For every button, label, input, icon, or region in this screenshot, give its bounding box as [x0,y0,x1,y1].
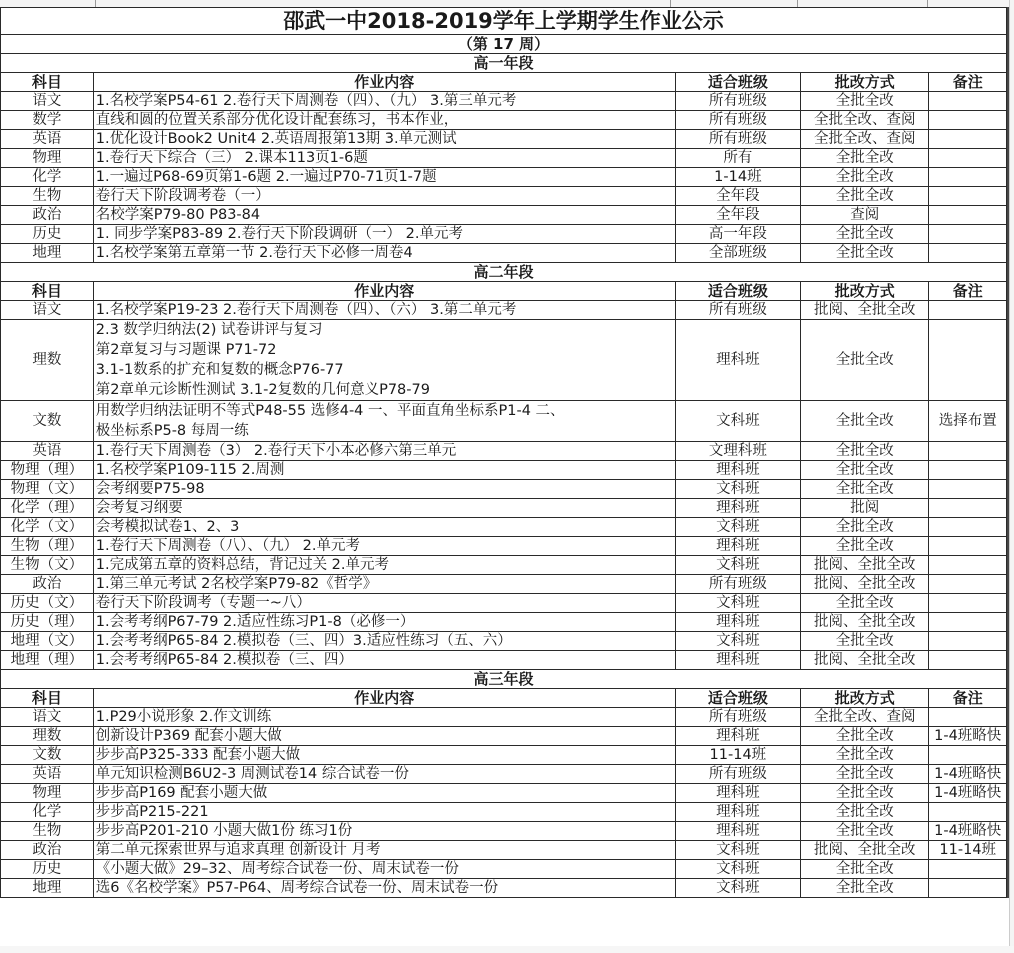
content-line: 创新设计P369 配套小题大做 [95,728,282,744]
note-cell [929,803,1007,822]
content-line: 卷行天下阶段调考卷（一） [95,188,270,204]
method-cell: 全批全改 [801,518,929,537]
subject-cell: 生物 [1,187,94,206]
note-cell [929,613,1007,632]
content-line: 选6《名校学案》P57-P64、周考综合试卷一份、周末试卷一份 [95,880,499,896]
classes-cell: 所有班级 [675,301,800,320]
classes-cell: 11-14班 [675,746,800,765]
method-cell: 全批全改 [801,537,929,556]
content-cell [93,803,675,822]
table-row [1,461,1007,480]
method-cell: 批阅、全批全改 [801,613,929,632]
subject-cell: 历史（文） [1,594,94,613]
content-line: 1.优化设计Book2 Unit4 2.英语周报第13期 3.单元测试 [95,131,457,147]
content-cell [93,708,675,727]
content-cell [93,301,675,320]
subject-cell: 语文 [1,708,94,727]
note-cell [929,206,1007,225]
content-header: 作业内容 [93,282,675,301]
table-row [1,401,1007,442]
note-cell [929,301,1007,320]
method-cell: 全批全改 [801,746,929,765]
content-line: 第2章单元诊断性测试 3.1-2复数的几何意义P78-79 [95,382,430,398]
content-cell [93,442,675,461]
method-cell: 全批全改 [801,860,929,879]
column-header-row [1,282,1007,301]
table-row [1,518,1007,537]
method-cell: 全批全改 [801,149,929,168]
subject-cell: 历史 [1,225,94,244]
note-cell: 选择布置 [929,401,1007,442]
table-row [1,841,1007,860]
method-cell: 批阅、全批全改 [801,651,929,670]
note-cell [929,461,1007,480]
method-cell: 批阅、全批全改 [801,301,929,320]
classes-cell: 所有班级 [675,708,800,727]
method-cell: 批阅、全批全改 [801,575,929,594]
column-header-row [1,73,1007,92]
subject-header: 科目 [1,689,94,708]
table-row [1,708,1007,727]
method-cell: 全批全改 [801,320,929,401]
week-label: （第 17 周） [1,35,1007,54]
subject-cell: 政治 [1,206,94,225]
classes-cell: 文科班 [675,879,800,898]
subject-cell: 化学 [1,168,94,187]
table-row [1,92,1007,111]
content-line: 1.会考考纲P65-84 2.模拟卷（三、四）3.适应性练习（五、六） [95,633,512,649]
note-header: 备注 [929,689,1007,708]
method-cell: 全批全改 [801,461,929,480]
method-header: 批改方式 [801,689,929,708]
content-line: 单元知识检测B6U2-3 周测试卷14 综合试卷一份 [95,766,409,782]
note-cell [929,746,1007,765]
method-cell: 批阅、全批全改 [801,841,929,860]
grade-label: 高一年段 [1,54,1007,73]
week-row [1,35,1007,54]
table-row [1,130,1007,149]
table-row [1,860,1007,879]
content-cell [93,727,675,746]
note-cell [929,225,1007,244]
content-cell [93,499,675,518]
note-cell [929,442,1007,461]
classes-cell: 文科班 [675,480,800,499]
classes-cell: 文科班 [675,594,800,613]
method-cell: 批阅、全批全改 [801,556,929,575]
subject-cell: 生物 [1,822,94,841]
method-cell: 全批全改 [801,168,929,187]
table-row [1,822,1007,841]
classes-cell: 理科班 [675,613,800,632]
classes-cell: 文科班 [675,632,800,651]
content-line: 直线和圆的位置关系部分优化设计配套练习，书本作业， [95,112,459,128]
content-line: 1.P29小说形象 2.作文训练 [95,709,272,725]
subject-cell: 物理（文） [1,480,94,499]
subject-cell: 地理（文） [1,632,94,651]
content-line: 第二单元探索世界与追求真理 创新设计 月考 [95,842,381,858]
content-line: 1.完成第五章的资料总结，背记过关 2.单元考 [95,557,390,573]
content-line: 会考模拟试卷1、2、3 [95,519,240,535]
method-cell: 全批全改 [801,765,929,784]
note-cell [929,499,1007,518]
table-row [1,499,1007,518]
content-line: 1.会考考纲P67-79 2.适应性练习P1-8（必修一） [95,614,415,630]
method-cell: 全批全改、查阅 [801,708,929,727]
content-cell [93,244,675,263]
content-line: 会考复习纲要 [95,500,183,516]
content-cell [93,130,675,149]
content-cell [93,111,675,130]
subject-cell: 英语 [1,130,94,149]
content-line: 1.卷行天下周测卷（3） 2.卷行天下小本必修六第三单元 [95,443,457,459]
subject-cell: 地理（理） [1,651,94,670]
note-header: 备注 [929,282,1007,301]
method-cell: 全批全改 [801,442,929,461]
note-cell [929,320,1007,401]
note-cell [929,244,1007,263]
table-row [1,206,1007,225]
classes-header: 适合班级 [675,282,800,301]
content-line: 第2章复习与习题课 P71-72 [95,342,277,358]
content-line: 会考纲要P75-98 [95,481,205,497]
table-row [1,480,1007,499]
table-row [1,784,1007,803]
table-row [1,187,1007,206]
table-row [1,727,1007,746]
content-cell [93,187,675,206]
spreadsheet-right-strip [1009,0,1014,953]
subject-cell: 政治 [1,841,94,860]
subject-cell: 语文 [1,301,94,320]
subject-cell: 历史（理） [1,613,94,632]
note-cell [929,168,1007,187]
table-row [1,632,1007,651]
table-row [1,320,1007,401]
note-cell [929,149,1007,168]
document-title: 邵武一中2018-2019学年上学期学生作业公示 [1,8,1007,35]
subject-header: 科目 [1,73,94,92]
content-cell [93,556,675,575]
note-cell [929,480,1007,499]
subject-header: 科目 [1,282,94,301]
content-line: 1.卷行天下综合（三） 2.课本113页1-6题 [95,150,368,166]
classes-cell: 所有班级 [675,575,800,594]
content-line: 名校学案P79-80 P83-84 [95,207,261,223]
note-cell [929,860,1007,879]
classes-cell: 高一年段 [675,225,800,244]
classes-cell: 全部班级 [675,244,800,263]
classes-cell: 理科班 [675,727,800,746]
note-cell [929,187,1007,206]
classes-cell: 理科班 [675,537,800,556]
method-cell: 全批全改 [801,480,929,499]
subject-cell: 历史 [1,860,94,879]
content-line: 1.卷行天下周测卷（八）、（九） 2.单元考 [95,538,361,554]
table-row [1,746,1007,765]
method-cell: 查阅 [801,206,929,225]
content-cell [93,149,675,168]
subject-cell: 生物（理） [1,537,94,556]
content-cell [93,860,675,879]
content-line: 《小题大做》29–32、周考综合试卷一份、周末试卷一份 [95,861,459,877]
subject-cell: 数学 [1,111,94,130]
classes-header: 适合班级 [675,73,800,92]
method-cell: 全批全改 [801,632,929,651]
method-cell: 全批全改、查阅 [801,111,929,130]
content-cell [93,594,675,613]
note-cell: 1-4班略快 [929,765,1007,784]
note-cell [929,537,1007,556]
content-cell [93,92,675,111]
content-line: 1.名校学案P109-115 2.周测 [95,462,285,478]
subject-cell: 英语 [1,442,94,461]
note-cell [929,651,1007,670]
content-cell [93,206,675,225]
subject-cell: 地理 [1,879,94,898]
subject-cell: 生物（文） [1,556,94,575]
subject-cell: 化学（理） [1,499,94,518]
content-cell [93,632,675,651]
subject-cell: 文数 [1,401,94,442]
grade-label: 高三年段 [1,670,1007,689]
classes-cell: 理科班 [675,784,800,803]
note-cell [929,632,1007,651]
note-cell [929,130,1007,149]
method-cell: 全批全改 [801,727,929,746]
table-row [1,225,1007,244]
grade-section-row [1,54,1007,73]
method-header: 批改方式 [801,282,929,301]
content-line: 1.一遍过P68-69页第1-6题 2.一遍过P70-71页1-7题 [95,169,437,185]
content-cell [93,518,675,537]
table-row [1,594,1007,613]
subject-cell: 英语 [1,765,94,784]
content-line: 步步高P169 配套小题大做 [95,785,268,801]
content-line: 1.会考考纲P65-84 2.模拟卷（三、四） [95,652,353,668]
content-header: 作业内容 [93,73,675,92]
note-cell [929,518,1007,537]
classes-cell: 所有班级 [675,92,800,111]
grade-label: 高二年段 [1,263,1007,282]
note-cell [929,556,1007,575]
content-line: 用数学归纳法证明不等式P48-55 选修4-4 一、平面直角坐标系P1-4 二、 [95,403,565,419]
classes-cell: 所有 [675,149,800,168]
note-cell [929,708,1007,727]
table-row [1,149,1007,168]
method-header: 批改方式 [801,73,929,92]
spreadsheet-bottom-strip [0,946,1014,953]
subject-cell: 语文 [1,92,94,111]
subject-cell: 政治 [1,575,94,594]
note-cell [929,575,1007,594]
subject-cell: 理数 [1,320,94,401]
classes-cell: 文理科班 [675,442,800,461]
classes-cell: 文科班 [675,518,800,537]
method-cell: 全批全改 [801,244,929,263]
content-line: 2.3 数学归纳法(2) 试卷讲评与复习 [95,322,323,338]
content-cell [93,461,675,480]
content-line: 步步高P201-210 小题大做1份 练习1份 [95,823,353,839]
classes-cell: 理科班 [675,822,800,841]
table-row [1,651,1007,670]
content-line: 1.名校学案P19-23 2.卷行天下周测卷（四）、（六） 3.第二单元考 [95,302,517,318]
subject-cell: 化学（文） [1,518,94,537]
note-cell: 1-4班略快 [929,822,1007,841]
classes-cell: 所有班级 [675,130,800,149]
classes-header: 适合班级 [675,689,800,708]
grade-section-row [1,263,1007,282]
table-row [1,537,1007,556]
classes-cell: 全年段 [675,187,800,206]
classes-cell: 理科班 [675,461,800,480]
content-cell [93,320,675,401]
table-row [1,575,1007,594]
subject-cell: 地理 [1,244,94,263]
classes-cell: 1-14班 [675,168,800,187]
content-line: 卷行天下阶段调考（专题一~八） [95,595,311,611]
classes-cell: 文科班 [675,556,800,575]
note-cell: 1-4班略快 [929,784,1007,803]
note-cell: 1-4班略快 [929,727,1007,746]
homework-sheet [0,7,1009,898]
content-cell [93,401,675,442]
homework-table [0,7,1007,898]
subject-cell: 物理 [1,784,94,803]
classes-cell: 理科班 [675,320,800,401]
classes-cell: 理科班 [675,803,800,822]
content-cell [93,575,675,594]
table-row [1,442,1007,461]
method-cell: 全批全改 [801,784,929,803]
content-line: 1. 同步学案P83-89 2.卷行天下阶段调研（一） 2.单元考 [95,226,463,242]
content-cell [93,480,675,499]
method-cell: 全批全改 [801,187,929,206]
subject-cell: 物理 [1,149,94,168]
method-cell: 全批全改 [801,401,929,442]
table-row [1,301,1007,320]
note-cell: 11-14班 [929,841,1007,860]
table-row [1,168,1007,187]
content-cell [93,746,675,765]
method-cell: 批阅 [801,499,929,518]
classes-cell: 文科班 [675,841,800,860]
content-cell [93,822,675,841]
note-cell [929,92,1007,111]
grade-section-row [1,670,1007,689]
content-cell [93,765,675,784]
subject-cell: 物理（理） [1,461,94,480]
table-row [1,765,1007,784]
content-cell [93,879,675,898]
classes-cell: 文科班 [675,401,800,442]
table-row [1,111,1007,130]
table-row [1,803,1007,822]
method-cell: 全批全改 [801,92,929,111]
content-line: 步步高P325-333 配套小题大做 [95,747,301,763]
content-line: 1.名校学案P54-61 2.卷行天下周测卷（四）、（九） 3.第三单元考 [95,93,517,109]
table-row [1,879,1007,898]
classes-cell: 文科班 [675,860,800,879]
method-cell: 全批全改 [801,822,929,841]
note-cell [929,594,1007,613]
note-cell [929,879,1007,898]
content-cell [93,537,675,556]
classes-cell: 所有班级 [675,765,800,784]
content-cell [93,225,675,244]
table-row [1,244,1007,263]
content-cell [93,168,675,187]
content-line: 极坐标系P5-8 每周一练 [95,423,249,439]
method-cell: 全批全改 [801,803,929,822]
method-cell: 全批全改 [801,594,929,613]
method-cell: 全批全改 [801,225,929,244]
method-cell: 全批全改 [801,879,929,898]
content-cell [93,841,675,860]
title-row [1,8,1007,35]
subject-cell: 化学 [1,803,94,822]
method-cell: 全批全改、查阅 [801,130,929,149]
classes-cell: 理科班 [675,499,800,518]
content-line: 1.第三单元考试 2名校学案P79-82《哲学》 [95,576,378,592]
content-cell [93,784,675,803]
subject-cell: 理数 [1,727,94,746]
content-line: 步步高P215-221 [95,804,209,820]
content-line: 3.1-1数系的扩充和复数的概念P76-77 [95,362,344,378]
subject-cell: 文数 [1,746,94,765]
content-cell [93,613,675,632]
content-cell [93,651,675,670]
column-header-row [1,689,1007,708]
note-cell [929,111,1007,130]
content-header: 作业内容 [93,689,675,708]
table-row [1,613,1007,632]
classes-cell: 所有班级 [675,111,800,130]
content-line: 1.名校学案第五章第一节 2.卷行天下必修一周卷4 [95,245,413,261]
classes-cell: 全年段 [675,206,800,225]
table-row [1,556,1007,575]
classes-cell: 理科班 [675,651,800,670]
note-header: 备注 [929,73,1007,92]
